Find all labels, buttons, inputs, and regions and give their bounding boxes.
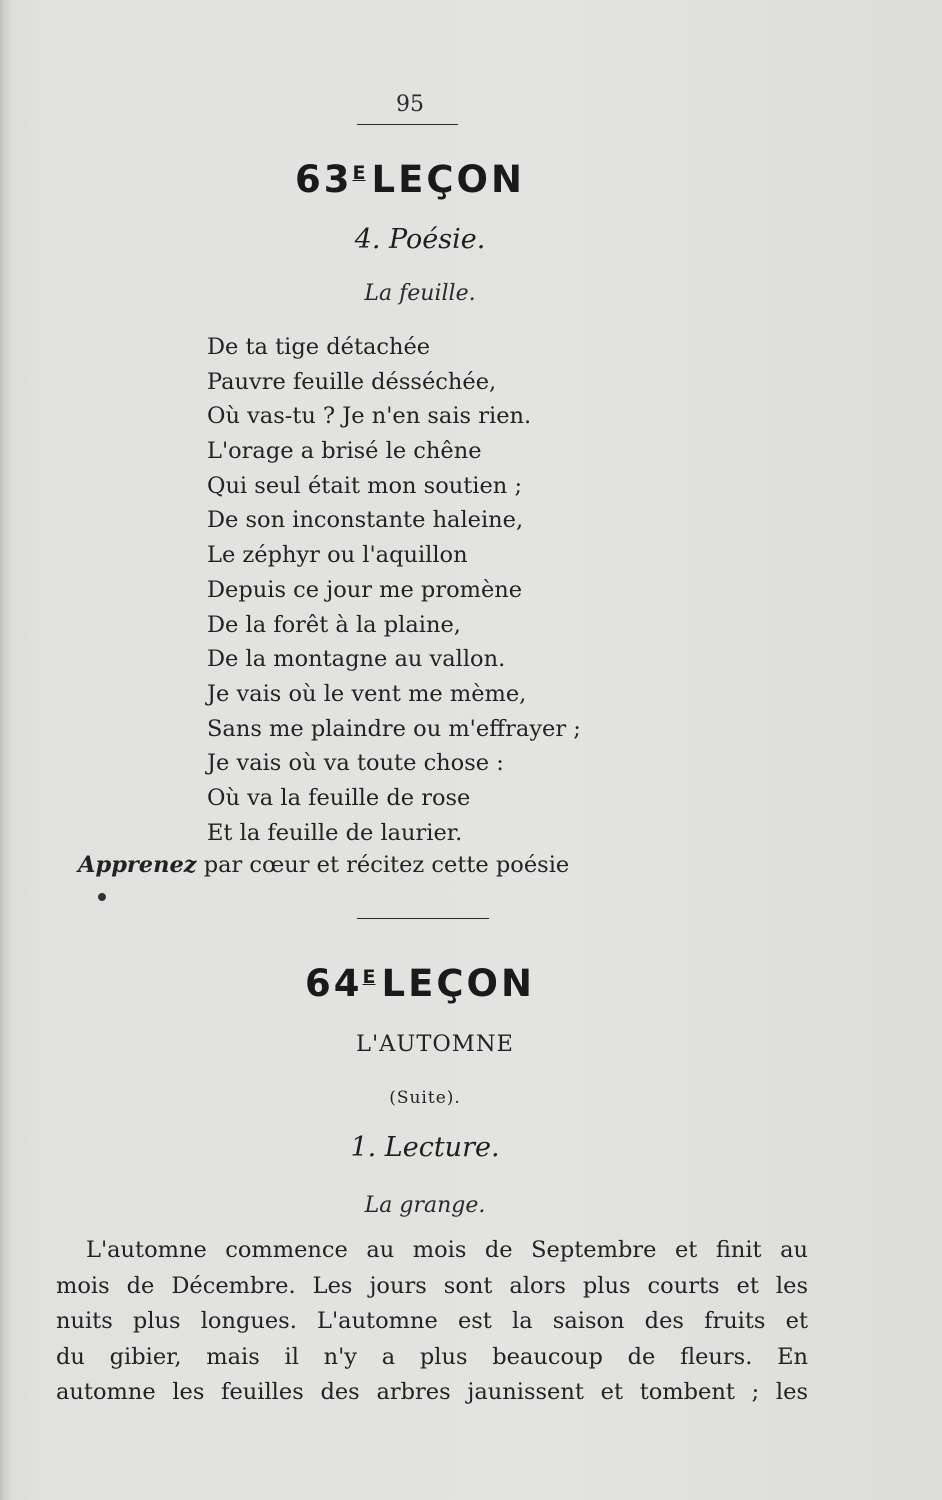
poem-line: Pauvre feuille désséchée, xyxy=(207,368,497,395)
poem xyxy=(207,330,581,850)
lesson-64-number: 64 xyxy=(305,962,363,1005)
poem-line: Le zéphyr ou l'aquillon xyxy=(207,542,468,569)
ink-dot xyxy=(98,893,106,901)
reading-paragraph xyxy=(56,1233,808,1411)
lesson-64-subheading: (Suite). xyxy=(389,1088,461,1108)
instruction-keyword: Apprenez xyxy=(78,852,197,878)
poem-line: De son inconstante haleine, xyxy=(207,507,524,534)
poem-line: Je vais où va toute chose : xyxy=(207,750,504,777)
lesson-64-heading: L'AUTOMNE xyxy=(356,1031,514,1057)
poem-line: Où vas-tu ? Je n'en sais rien. xyxy=(207,403,532,430)
poem-line: De ta tige détachée xyxy=(207,334,431,360)
paragraph-line: L'automne commence au mois de Septembre et finit au xyxy=(86,1237,808,1263)
lesson-64-suffix: E xyxy=(362,966,376,988)
poem-line: Où va la feuille de rose xyxy=(207,784,471,811)
poem-line: Je vais où le vent me mème, xyxy=(207,680,527,707)
poem-line: De la forêt à la plaine, xyxy=(207,611,461,638)
lesson-63-number: 63 xyxy=(295,158,353,201)
lesson-64-word: LEÇON xyxy=(381,962,535,1005)
paragraph-line: nuits plus longues. L'automne est la saison des fruits et xyxy=(56,1308,808,1334)
poem-line: Qui seul était mon soutien ; xyxy=(207,472,523,499)
lesson-63-word: LEÇON xyxy=(371,158,525,201)
poem-title: La feuille. xyxy=(364,281,476,306)
lesson-64-section: 1. Lecture. xyxy=(350,1132,500,1163)
reading-title: La grange. xyxy=(364,1193,486,1218)
lesson-63-suffix: E xyxy=(352,162,366,184)
instruction xyxy=(78,852,569,878)
page-number: 95 xyxy=(396,92,424,117)
poem-line: L'orage a brisé le chêne xyxy=(207,438,482,465)
instruction-text: par cœur et récitez cette poésie xyxy=(196,852,570,878)
poem-line: Depuis ce jour me promène xyxy=(207,576,523,603)
lesson-63-title xyxy=(0,158,820,201)
paragraph-line: mois de Décembre. Les jours sont alors plus courts et les xyxy=(56,1272,808,1299)
separator-rule xyxy=(357,918,489,919)
lesson-63-section: 4. Poésie. xyxy=(354,224,486,255)
paragraph-line: du gibier, mais il n'y a plus beaucoup de fleurs. En xyxy=(56,1343,808,1370)
lesson-64-title xyxy=(0,962,840,1005)
poem-line: Et la feuille de laurier. xyxy=(207,819,463,846)
paragraph-line: automne les feuilles des arbres jaunissent et tombent ; les xyxy=(56,1379,808,1405)
header-rule xyxy=(357,124,458,125)
poem-line: Sans me plaindre ou m'effrayer ; xyxy=(207,715,581,742)
poem-line: De la montagne au vallon. xyxy=(207,646,506,673)
